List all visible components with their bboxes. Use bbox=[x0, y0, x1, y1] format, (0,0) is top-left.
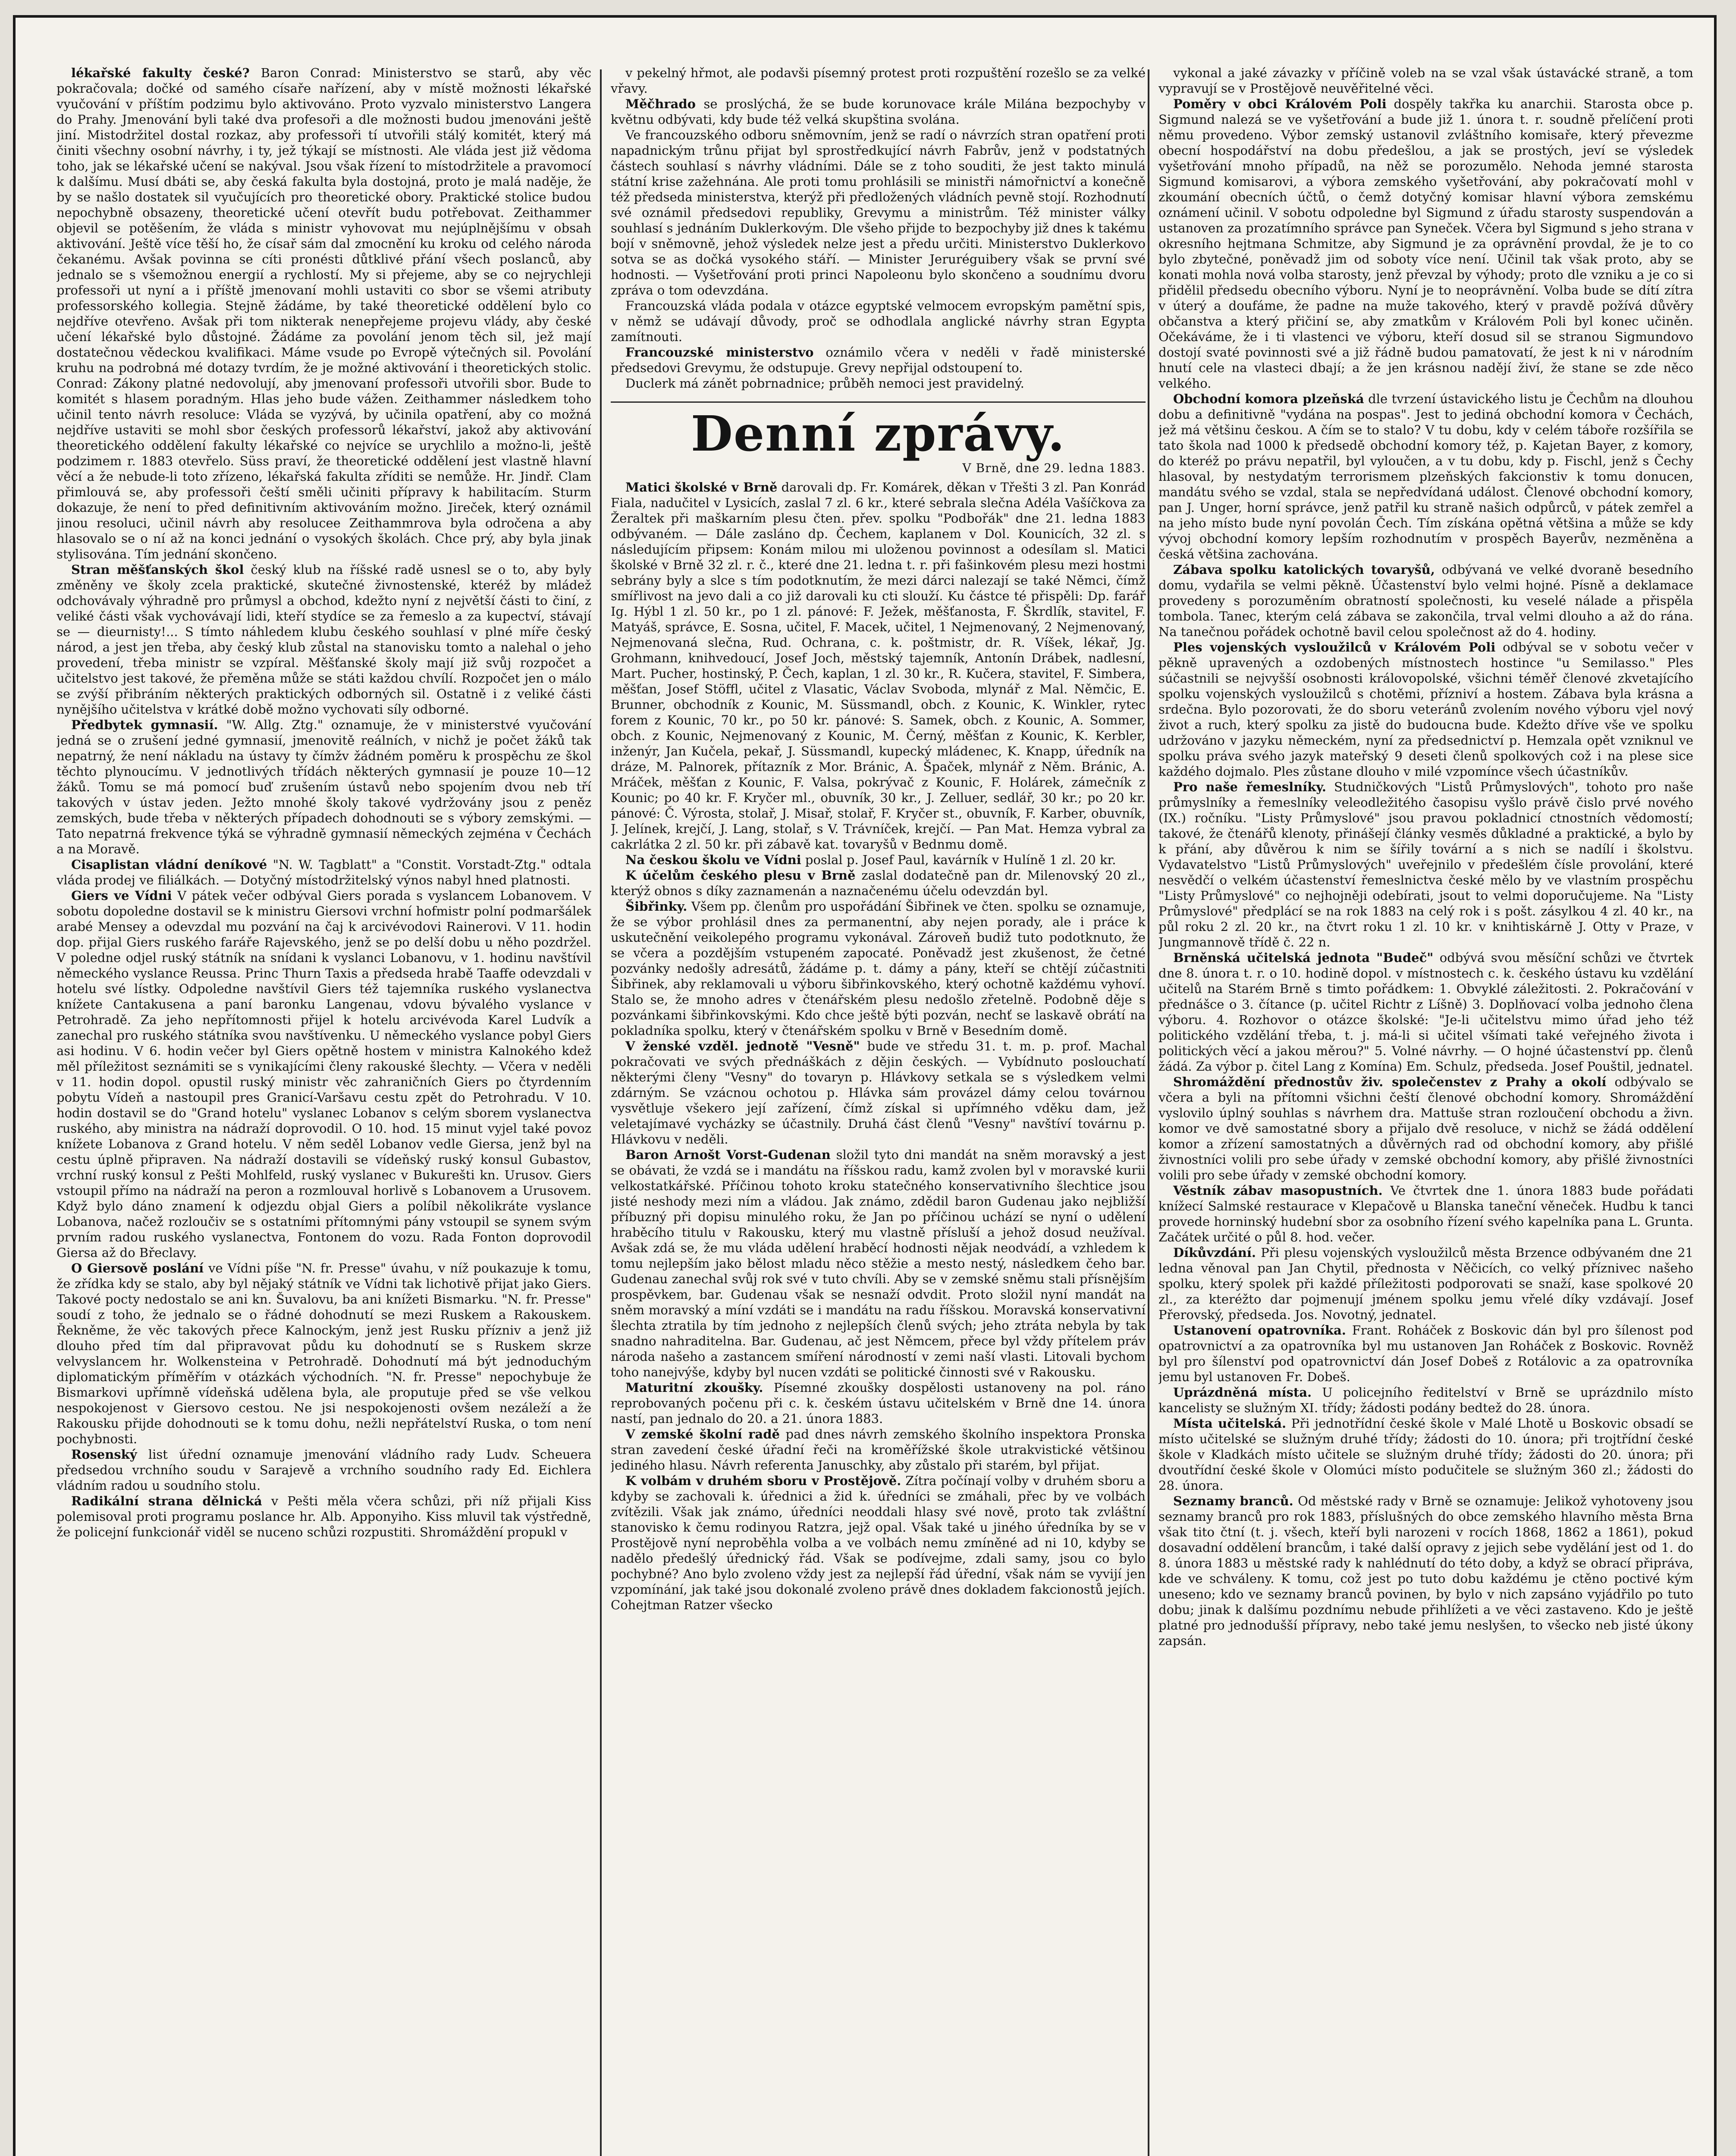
article-paragraph bbox=[611, 96, 1146, 127]
article-paragraph bbox=[611, 1038, 1146, 1147]
article-paragraph bbox=[611, 868, 1146, 899]
article-text: Při plesu vojenských vysloužilců města Brzence odbývaném dne 21 ledna věnoval pan Jan Chytil, přednosta v Něčicích, co velký příznivec našeho spolku, který spolek při každé příležitosti podporovati se snaží, kase spolkové 20 zl., za kteréžto dar pojmenují jménem spolku jemu vřelé díky vzdávají. Josef Přerovský, předseda. Jos. Novotný, jednatel. bbox=[1158, 1245, 1693, 1322]
article-paragraph bbox=[611, 852, 1146, 868]
article-paragraph bbox=[1158, 1322, 1693, 1385]
article-lead: Místa učitelská. bbox=[1173, 1416, 1287, 1431]
article-paragraph bbox=[611, 1473, 1146, 1613]
article-text: odbývalo se včera a byli na přítomni všichni čeští členové obchodní komory. Shromáždění vyslovilo úplný souhlas s návrhem dra. Mattuše stran rozloučení obchodu a živn. komor ve dvě samostatné sbory a přijalo dvě resoluce, v nichž se žádá oddělení komor a zřízení samostatných a důvěrných rad od obchodní komory, aby přišlé živnostníci volili pro sebe úřady v zemské obchodní komory, aby přišlé živnostníci volili pro sebe úřady v zemské obchodní komory. bbox=[1158, 1075, 1693, 1182]
article-lead: Obchodní komora plzeňská bbox=[1173, 392, 1364, 406]
article-lead: V zemské školní radě bbox=[625, 1427, 780, 1442]
article-lead: Rosenský bbox=[71, 1447, 137, 1462]
article-text: Zítra počínají volby v druhém sboru a kdyby se zachovali k. úřednici a žid k. úředníci se zmáhali, přec by ve volbách zvítězili. Však jak známo, úředníci neoddali hlasy své nově, proto tak zvláštní stanovisko k čemu rodinyou Ratzra, jejž opal. Však také u jiného úředníka by se v Prostějově nyní neproběhla volba a ve volbách nemu zmíněné ad ni 10, kdyby se nadělo předešlý úřednický řád. Však se podívejme, zdali samy, jsou co bylo pochybné? Ano bylo zvoleno vždy jest za nejlepší řád úřední, však nám se vyvijí jen vzpomínání, jak také jsou dokonalé zvoleno právě dnes dokladem fakcionostů jejích. Cohejtman Ratzer všecko bbox=[611, 1473, 1146, 1612]
article-lead: Radikální strana dělnická bbox=[71, 1494, 262, 1508]
article-lead: Díkůvzdání. bbox=[1173, 1245, 1256, 1260]
article-text: list úřední oznamuje jmenování vládního rady Ludv. Scheuera předsedou vrchního soudu v Sarajevě a vrchního soudního rady Ed. Eichlera vládním radou u soudního stolu. bbox=[57, 1447, 591, 1493]
article-text: poslal p. Josef Paul, kavárník v Hulíně 1 zl. 20 kr. bbox=[805, 852, 1116, 867]
article-text: vykonal a jaké závazky v příčině voleb na se vzal však ústavácké straně, a tom vypravují se v Prostějově neuvěřitelné věci. bbox=[1158, 66, 1693, 96]
article-paragraph bbox=[1158, 96, 1693, 391]
article-text: Všem pp. členům pro uspořádání Šibřinek ve čten. spolku se oznamuje, že se výbor prohlásil dnes za permanentní, aby nejen porady, ale i práce k uskutečnění veikolepého programu vykonával. Zároveň budiž tuto podotknuto, že se včera a pozdějším vstupeném zapocaté. Poněvadž jest zkušenost, že četné pozvánky nedošly adresátů, žádáme p. t. dámy a pány, kteří se chtějí zúčastniti Šibřinek, aby reklamovali u výboru šibřinkovského, který ochotně každému vyhoví. Stalo se, že mnoho adres v čtenářském plesu nedošlo zřetelně. Podobně děje s pozvánkami šibřinkovskými. Kdo chce ještě býti pozván, nechť se laskavě obrátí na pokladníka spolku, který v čtenářském spolku v Brně v Besedním domě. bbox=[611, 899, 1146, 1038]
article-text: Baron Conrad: Ministerstvo se starů, aby věc pokračovala; dočké od samého císaře nařízení, aby v místě možnosti lékařské vyučování v příštím podzimu bylo aktivováno. Proto vyzvalo ministerstvo Langera do Prahy. Jmenování byli také dva profesoři a dle možnosti budou jmenováni ještě jiní. Mistodržitel dostal rozkaz, aby professoři tí utvořili stálý komitét, který má činiti všechny osobní návrhy, i ty, jež týkají se místnosti. Ale vláda jest již vědoma toho, jak se lékařské učení se nakýval. Jsou však řízení to místodržitele a pravomocí k dalšímu. Musí dbáti se, aby česká fakulta byla dostojná, proto je malá naděje, že by se našlo dostatek sil vyučujících pro theoretické obory. Praktické stolice budou nepochybně obsazeny, theoretické učení otevřít budu potřebovat. Zeithammer objevil se potěšením, že vláda s ministr vyhovovat mu nejúplnějšímu v obsah aktivování. Ještě více těší ho, že císař sám dal zmocnění ku kroku od celého národa čekanému. Avšak povinna se cíti pronésti důtklivé přání všech poslanců, aby jednalo se s všemožnou energií a rychlostí. My si přejeme, aby se co nejrychleji professoři ut nyní a i příště jmenovaní mohli ustaviti co sbor se všemi atributy professorského kollegia. Stejně žádáme, by také theoretické oddělení bylo co nejdříve otevřeno. Avšak při tom nikterak nenepřejeme projevu vlády, aby české učení lékařské bylo důstojné. Žádáme za povolání jenom těch sil, jež mají dostatečnou vědeckou kvalifikaci. Máme vsude po Evropě výtečných sil. Povolání kruhu na podrobná mé dotazy tvrdím, že je možné aktivování i theoretických stolic. Conrad: Zákony platné nedovolují, aby jmenovaní professoři utvořili sbor. Bude to komitét s hlasem poradným. Hlas jeho bude vážen. Zeithammer následkem toho učinil tento návrh resoluce: Vláda se vyzývá, by učinila opatření, aby co možná nejdříve ustaviti se mohl sbor českých professorů lékařství, jakož aby aktivování theoretického oddělení fakulty lékařské co nejvíce se urychlilo a možno-li, ještě podzimem r. 1883 otevřelo. Süss praví, že theoretické oddělení jest vlastně hlavní věcí a že nebude-li toto zřízeno, lékařská fakulta zříditi se nemůže. Hr. Jindř. Clam přimlouvá se, aby professoři čeští směli učiniti přípravy k habilitacím. Sturm dokazuje, že není to před definitivním aktivováním možno. Jireček, který oznámil jinou resoluci, učinil návrh aby resolucee Zeithammrova byla odročena a aby hlasovalo se o ní až na konci jednání o vysokých školách. Chce prý, aby byla jinak stylisována. Tím jednání skončeno. bbox=[57, 66, 591, 561]
article-text: pad dnes návrh zemského školního inspektora Pronska stran zavedení české úřadní řeči na kroměřížské škole utrakvistické většinou jediného hlasu. Návrh referenta Januschky, aby zůstalo při starém, byl přijat. bbox=[611, 1427, 1146, 1473]
article-text: "W. Allg. Ztg." oznamuje, že v ministerstvé vyučování jedná se o zrušení jedné gymnasií, jmenovitě reálních, v nichž je počet žáků tak nepatrný, že není nákladu na ústavy ty čímžv žádném poměru k prospěchu ze škol těchto plynoucímu. V jednotlivých třídách některých gymnasií je pouze 10—12 žáků. Tomu se má pomocí buď zrušením ústavů nebo spojením dvou neb tří takových v ústav jeden. Ježto mnohé školy takové vydržovány jsou z peněz zemských, bude třeba v některých případech dohodnouti se s výbory zemskými. — Tato nepatrná frekvence týká se výhradně gymnasií německých zejména v Čechách a na Moravě. bbox=[57, 718, 591, 856]
article-text: složil tyto dni mandát na sněm moravský a jest se obávati, že vzdá se i mandátu na říšskou radu, kamž zvolen byl v moravské kurii velkostatkářské. Příčinou tohoto kroku statečného konservativního šlechtice jsou jisté neshody mezi ním a vládou. Jak známo, zdědil baron Gudenau jako nejbližší příbuzný při dopisu minulého roku, že Jan po příčinou uchází se nyní o udělení hraběcího titulu v Rakousku, který mu vlastně přísluší a jehož dosud neužíval. Avšak zdá se, že mu vláda udělení hraběcí hodnosti nějak neodvádí, a vzhledem k tomu nejlepším jako bělost mladu něco stěžie a mesto nestý, následkem čeho bar. Gudenau zanechal svůj rok své v tuto chvíli. Aby se v zemské sněmu stali přísnějším prospěvkem, bar. Gudenau však se nesnaží odvdit. Proto složil nyní mandát na sněm moravský a míní vzdáti se i mandátu na radu říšskou. Moravská konservativní šlechta ztratila by tím jednoho z nejlepších členů svých; jeho ztráta nebyla by tak snadno nahraditelna. Bar. Gudenau, ač jest Němcem, přece byl vždy přítelem práv národa našeho a zastancem smíření národností v zemi naší vlasti. Litovali bychom toho nanejvýše, kdyby byl nucen vzdáti se politické činnosti své v Rakousku. bbox=[611, 1147, 1146, 1379]
article-paragraph bbox=[1158, 639, 1693, 779]
article-paragraph bbox=[1158, 950, 1693, 1074]
article-text: odbývaná ve velké dvoraně besedního domu, vydařila se velmi pěkně. Účastenství bylo velmi hojné. Písně a deklamace provedeny s porozuměním obratností společnosti, ku veselé nálade a přispěla tombola. Tanec, kterým celá zábava se zakončila, trval velmi dlouho a až do rána. Na tanečnou pořádek ochotně bavil celou společnost až do 4. hodiny. bbox=[1158, 562, 1693, 639]
article-lead: Pro naše řemeslníky. bbox=[1173, 780, 1326, 794]
column-2-news bbox=[611, 479, 1146, 1613]
article-lead: Seznamy branců. bbox=[1173, 1494, 1293, 1508]
article-lead: Uprázdněná místa. bbox=[1173, 1385, 1312, 1400]
article-paragraph bbox=[1158, 1416, 1693, 1493]
article-paragraph bbox=[57, 857, 591, 888]
article-text: bude ve středu 31. t. m. p. prof. Machal pokračovati ve svých přednáškách z dějin českých. — Vybídnuto poslouchatí některými členy "Vesny" do tovaryn p. Hlávkovy setkala se s výsledkem velmi zdárným. Se vzácnou ochotou p. Hlávka sám provázel dámy celou továrnou vysvětluje všekero její zařízení, čímž získal si upřímného vděku dam, jež veletajímavé vycházky se účastnily. Druhá část členů "Vesny" navštíví továrnu p. Hlávkovu v neděli. bbox=[611, 1039, 1146, 1147]
article-paragraph bbox=[611, 479, 1146, 852]
article-lead: K účelům českého plesu v Brně bbox=[625, 868, 856, 883]
article-lead: lékařské fakulty české? bbox=[71, 66, 250, 80]
article-paragraph bbox=[1158, 562, 1693, 639]
article-lead: K volbám v druhém sboru v Prostějově. bbox=[625, 1473, 901, 1488]
article-paragraph bbox=[611, 376, 1146, 391]
article-paragraph bbox=[57, 888, 591, 1260]
article-paragraph bbox=[611, 1147, 1146, 1380]
article-paragraph bbox=[1158, 1493, 1693, 1648]
article-lead: Maturitní zkoušky. bbox=[625, 1380, 763, 1395]
article-paragraph bbox=[57, 65, 591, 562]
article-paragraph bbox=[611, 65, 1146, 96]
article-text: oznámilo včera v neděli v řadě ministerské předsedovi Grevymu, že odstupuje. Grevy nepřijal odstoupení to. bbox=[611, 345, 1146, 375]
article-text: v Pešti měla včera schůzi, při níž přijali Kiss polemisoval proti programu poslance hr. Alb. Apponyiho. Kiss mluvil tak výstředně, že policejní funkcionář viděl se nuceno schůzi rozpustiti. Shromáždění propukl v bbox=[57, 1494, 591, 1539]
article-lead: O Giersově poslání bbox=[71, 1261, 204, 1275]
article-paragraph bbox=[1158, 1183, 1693, 1245]
article-lead: Na českou školu ve Vídni bbox=[625, 852, 801, 867]
column-3 bbox=[1158, 65, 1693, 2156]
article-lead: Poměry v obci Královém Poli bbox=[1173, 97, 1387, 111]
article-text: Frant. Roháček z Boskovic dán byl pro šílenost pod opatrovnictví a za opatrovníka byl mu ustanoven Jan Roháček z Boskovic. Rovněž byl pro šílenství pod opatrovnictví dán Josef Dobeš z Rotálovic a za opatrovníka jemu byl ustanoven Fr. Dobeš. bbox=[1158, 1323, 1693, 1384]
article-text: dospěly takřka ku anarchii. Starosta obce p. Sigmund nalezá se ve vyšetřování a bude již 1. února t. r. soudně přelíčení proti němu provedeno. Výbor zemský ustanovil zvláštního komisaře, který převezme obecní hospodářství na dobu předešlou, a jak se prostých, jeví se výsledek vyšetřování mnoho případů, na něž se porozumělo. Nehoda jemné starosta Sigmund komisarovi, a výbora zemského vyšetřování, aby pokračovatí mohl v zkoumání obecních účtů, o čemž dotyčný komisar hlavní výbora zemskému oznámení učinil. V sobotu odpoledne byl Sigmund z úřadu starosty suspendován a ustanoven za prozatímního správce pan Syneček. Včera byl Sigmund s jeho strana v okresního hejtmana Schmitze, aby Sigmund je za oprávnění provdal, že je to co bylo zbytečné, poněvadž jim od soboty více není. Učinil tak však proto, aby se konati mohla nová volba starosty, jenž převzal by výhody; proto dle vzniku a je co si přidělil předsedu obecního výboru. Nyní je to neoprávnění. Volba bude se dítí zítra v úterý a doufáme, že padne na muže takového, který v pravdě požívá důvěry občanstva a který přičiní se, aby zmatkům v Královém Poli byl konec učiněn. Očekáváme, že i ti vlastenci ve výboru, kteří dosud sil se stranou Sigmundovo dostojí svaté povinnosti své a již řádně budou pamatovatí, že jest k ni v národním hnutí cele na vlasteci dbají; a že jen krásnou nadějí živí, že stane se zde něco velkého. bbox=[1158, 97, 1693, 391]
article-lead: Brněnská učitelská jednota "Budeč" bbox=[1173, 950, 1434, 965]
article-lead: Stran měšťanských škol bbox=[71, 562, 244, 577]
article-lead: Měčhrado bbox=[625, 97, 696, 111]
article-text: Ve čtvrtek dne 1. února 1883 bude pořádati knížecí Salmské restaurace v Klepačově u Blanska taneční věneček. Hudbu k tanci provede horninský hudební sbor za osobního řízení svého kapelníka pana L. Grunta. Začátek určité o půl 8. hod. večer. bbox=[1158, 1183, 1693, 1244]
article-text: Písemné zkoušky dospělosti ustanoveny na pol. ráno reprobovaných počenu při c. k. českém ústavu učitelském v Brně dne 14. února nastí, pan jednalo do 20. a 21. února 1883. bbox=[611, 1380, 1146, 1426]
article-text: Ve francouzského odboru sněmovním, jenž se radí o návrzích stran opatření proti napadnickým trůnu přijat byl sprostředkující návrh Fabrův, jenž v podstatných částech souhlasí s návrhy vládními. Dále se z toho souditi, že jest takto minulá státní krise zažehnána. Ale proti tomu prohlásili se ministři námořnictví a konečně též předseda ministerstva, kterýž při předložených vládních pevně stojí. Rozhodnutí své oznámil předsedovi republiky, Grevymu a ministrům. Též minister války souhlasí s jednáním Duklerkovým. Dle všeho přijde to bezpochyby již dnes k takému bojí v sněmovně, jehož výsledek nelze jest a předu určiti. Ministerstvo Duklerkovo sotva se as dočká vysokého stáří. — Minister Jeruréguibery však se první své hodnosti. — Vyšetřování proti princi Napoleonu bylo skončeno a soudnímu dvoru zpráva o tom odevzdána. bbox=[611, 128, 1146, 298]
article-text: Od městské rady v Brně se oznamuje: Jelikož vyhotoveny jsou seznamy branců pro rok 1883, příslušných do obce zemského hlavního města Brna však tito čtní (t. j. všech, kteří byli narozeni v rocích 1868, 1862 a 1861), pokud dosavadní oddělení brancům, i také další opravy z jejich sebe vydělání jest od 1. do 8. února 1883 u městské rady k nahlédnutí do této doby, a když se obrací připráva, kde ve schváleny. K tomu, což jest po tuto dobu každému je ctěno poctivé kým uneseno; kdo ve seznamy branců povinen, by bylo v nich zapsáno vyjádřilo po tuto dobu; jinak k dalšímu pozdnímu nebude přihlížeti a ve věci zastaveno. Kdo je ještě platné pro jednodušší přípravy, nebo také jemu neslyšen, to všecko neb jisté úkony zapsán. bbox=[1158, 1494, 1693, 1648]
article-lead: Věstník zábav masopustních. bbox=[1173, 1183, 1383, 1198]
article-lead: Francouzské ministerstvo bbox=[625, 345, 814, 360]
column-2 bbox=[611, 65, 1146, 2156]
article-text: český klub na říšské radě usnesl se o to, aby byly změněny ve školy zcela praktické, skutečné živnostenské, kteréž by mládež odchovávaly výhradně pro průmysl a obchod, kdežto nyní z největší části to činí, z veliké části však vychovávají lidi, kteří stydíce se za řemeslo a za kupectví, stávají se — dieurnisty!... S tímto náhledem klubu českého souhlasí v plné míře český národ, a jest jen třeba, aby český klub zůstal na stanovisku tomto a nalehal o jeho provedení, třeba ministr se vzpíral. Měšťanské školy mají již svůj rozpočet a učitelstvo jest takové, že přeměna může se státi každou chvílí. Rozpočet jen o málo se zvýší přibráním některých praktických odborných sil. Ostatně i z veliké části nynějšího učitelstva v krátké době možno vychovati síly odborné. bbox=[57, 562, 591, 717]
article-paragraph bbox=[611, 345, 1146, 376]
article-paragraph bbox=[611, 1426, 1146, 1473]
article-paragraph bbox=[611, 899, 1146, 1038]
article-lead: Předbytek gymnasií. bbox=[71, 718, 218, 732]
article-text: v pekelný hřmot, ale podavši písemný protest proti rozpuštění rozešlo se za velké vřavy. bbox=[611, 66, 1146, 96]
article-paragraph bbox=[1158, 1074, 1693, 1183]
article-lead: Cisaplistan vládní deníkové bbox=[71, 857, 267, 872]
article-lead: Zábava spolku katolických tovaryšů, bbox=[1173, 562, 1435, 577]
article-paragraph bbox=[57, 1493, 591, 1540]
article-text: Duclerk má zánět pobrnadnice; průběh nemoci jest pravidelný. bbox=[625, 376, 1024, 391]
article-paragraph bbox=[57, 1260, 591, 1447]
article-lead: V ženské vzděl. jednotě "Vesně" bbox=[625, 1039, 860, 1053]
article-lead: Giers ve Vídni bbox=[71, 888, 172, 903]
article-lead: Baron Arnošt Vorst-Gudenan bbox=[625, 1147, 831, 1162]
column-2-politics bbox=[611, 65, 1146, 391]
newspaper-page bbox=[13, 15, 1717, 2156]
article-paragraph bbox=[57, 1447, 591, 1493]
article-text: V pátek večer odbýval Giers porada s vyslancem Lobanovem. V sobotu dopoledne dostavil se k ministru Giersovi vrchní hofmistr polní podmaršálek arabé Mensey a odevzdal mu pozvání na čaj k arcivévodovi Rainerovi. V 11. hodin dop. přijal Giers ruského faráře Rajevského, jenž se po delší dobu u něho pozdržel. V poledne odjel ruský státník na snídani k vyslanci Lobanovu, v 1. hodinu navštívil německého vyslance Reussa. Princ Thurn Taxis a předseda hrabě Taaffe odevzdali v hotelu své lístky. Odpoledne navštívil Giers též tajemníka ruského vyslanectva knížete Cantakusena a paní baronku Langenau, vdovu bývalého vyslance v Petrohradě. Za jeho nepřítomnosti přijel k hotelu arcivévoda Karel Ludvík a zanechal pro ruského státníka svou navštívenku. U německého vyslance pobyl Giers asi hodinu. V 6. hodin večer byl Giers opětně hostem v ministra Kalnokého kdež měl příležitost seznámiti se s vynikajícími členy rakouské šlechty. — Včera v neděli v 11. hodin dopol. opustil ruský ministr věc zahraničních Giers po čtyrdenním pobytu Vídeň a nastoupil pres Granicí-Varšavu cestu zpět do Petrohradu. V 10. hodin dostavil se do "Grand hotelu" vyslanec Lobanov s celým sborem vyslanectva ruského, aby ministra na nádraží doprovodil. O 10. hod. 15 minut vyjel také povoz knížete Lobanova z Grand hotelu. V něm seděl Lobanov vedle Giersa, jenž byl na cestu úplně připraven. Na nádraží dostavili se vídeňský ruský konsul Gubastov, vrchní ruský konsul z Pešti Mohlfeld, ruský vyslanec v Bukurešti kn. Urusov. Giers vstoupil přímo na nádraží na peron a rozmlouval horlivě s Lobanovem a Urusovem. Když bylo dáno znamení k odjezdu objal Giers a políbil několikráte vyslance Lobanova, načež rozloučiv se s ostatními přítomnými pány vstoupil se synem svým prvním radou ruského vyslanectva, Fontonem do vozu. Rada Fonton doprovodil Giersa až do Břeclavy. bbox=[57, 888, 591, 1260]
article-lead: Ples vojenských vysloužilců v Královém Poli bbox=[1173, 640, 1496, 655]
article-lead: Ustanovení opatrovníka. bbox=[1173, 1323, 1346, 1338]
article-text: odbýval se v sobotu večer v pěkně upravených a ozdobených místnostech hostince "u Semilasso." Ples súčastnili se nejvyšší osobnosti královopolské, všichni téměř členové zkvetajícího spolku vojenských vysloužilců s chotěmi, přízniví a hostem. Zábava byla krásna a srdečna. Bylo pozorovati, že do sboru veteránů zvolením nového výboru vjel nový život a ruch, který spolku za jistě do budoucna bude. Kdežto dříve vše ve spolku udržováno v jazyku německém, nyní za předsednictví p. Hemzala opět vzniknul ve spolku práva svého jazyk mateřský 9 deseti členů spolkových což i na plese sice každého dojmalo. Ples zůstane dlouho v milé vzpomínce všech účastníkův. bbox=[1158, 640, 1693, 779]
article-text: zaslal dodatečně pan dr. Milenovský 20 zl., kterýž obnos s díky zaznamenán a naznačenému účelu odevzdán byl. bbox=[611, 868, 1146, 898]
article-paragraph bbox=[57, 717, 591, 857]
article-paragraph bbox=[1158, 391, 1693, 562]
article-paragraph bbox=[1158, 1385, 1693, 1416]
article-lead: Shromáždění přednostův živ. společenstev z Prahy a okolí bbox=[1173, 1075, 1607, 1089]
column-1 bbox=[57, 65, 591, 2156]
article-text: Při jednotřídní české škole v Malé Lhotě u Boskovic obsadí se místo učitelské se služným druhé třídy; žádosti do 10. února; při trojtřídní české škole v Kladkách místo učitele se služným druhé třídy; žádosti do 20. února; při dvoutřídní české škole v Olomúci místo podučitele se služným 360 zl.; žádosti do 28. února. bbox=[1158, 1416, 1693, 1493]
article-text: U policejního ředitelství v Brně se uprázdnilo místo kancelisty se služným XI. třídy; žádosti podány bedtež do 28. února. bbox=[1158, 1385, 1693, 1415]
article-paragraph bbox=[1158, 65, 1693, 96]
column-rule bbox=[600, 69, 602, 2156]
article-text: "N. W. Tagblatt" a "Constit. Vorstadt-Ztg." odtala vláda prodej ve filiálkách. — Dotyčný místodržitelský výnos nabyl hned platnosti. bbox=[57, 857, 591, 887]
dateline: V Brně, dne 29. ledna 1883. bbox=[962, 461, 1146, 475]
article-text: dle tvrzení ústavického listu je Čechům na dlouhou dobu a definitivně "vydána na pospas". Jest to jediná obchodní komora v Čechách, jež má většinu českou. A čím se to stalo? V tu dobu, kdy v celém táboře rozšířila se tato škola nad 1000 k předsedě obchodní komory též, p. Kajetan Bayer, z komory, do kteréž po právu nepatřil, byl vyloučen, a v tu dobu, kdy p. Fischl, jenž s Čechy hlasoval, by nestydatým terrorismem plzeňských fakcionstiv k tomu donucen, mandátu svého se vzdal, stala se nepředvídaná událost. Členové obchodní komory, pan J. Unger, horní správce, jenž patřil ku straně našich odpůrců, v pátek zemřel a na jeho místo bude nyní povolán Čech. Tím získána opětná většina a může se kdy vývoj obchodní komory lepším rozhodnutím v prospěch Bayerův, nezměněna a česká většina zachována. bbox=[1158, 392, 1693, 561]
section-divider bbox=[611, 401, 1146, 403]
article-text: darovali dp. Fr. Komárek, děkan v Třešti 3 zl. Pan Konrád Fiala, nadučitel v Lysicích, zaslal 7 zl. 6 kr., které sebrala slečna Adéla Vašíčkova za Žeraltek při maškarním plesu čten. přev. spolku "Podbořák" dne 21. ledna 1883 odbývaném. — Dále zasláno dp. Čechem, kaplanem v Dol. Kounicích, 32 zl. s následujícím připsem: Konám milou mi uloženou povinnost a odesílam sl. Matici školské v Brně 32 zl. r. č., které dne 21. ledna t. r. při fašinkovém plesu mezi hostmi sebrány byly a slce s tím podotknutím, že mezi dárci nalezají se také Němci, čímž smířlivost na jevo dali a co již darovali ku cti slouží. Ku částce té přispěli: Dp. farář Ig. Hýbl 1 zl. 50 kr., po 1 zl. pánové: F. Ježek, měšťanosta, F. Škrdlík, stavitel, F. Matyáš, správce, E. Sosna, učitel, F. Macek, učitel, 1 Nejmenovaný, 2 Nejmenovaný, Nejmenovaná slečna, Rud. Ochrana, c. k. poštmistr, dr. R. Víšek, lékař, Jg. Grohmann, knihvedoucí, Josef Joch, městský tajemník, Antonín Drábek, nadlesní, Mart. Pucher, hostinský, P. Čech, kaplan, 1 zl. 30 kr., R. Kučera, stavitel, F. Simbera, měšťan, Josef Stöffl, učitel z Vlasatic, Václav Svoboda, mlynář z Mal. Němčic, E. Brunner, obchodník z Kounic, M. Süssmandl, obch. z Kounic, K. Winkler, rytec forem z Kounic, 70 kr., po 50 kr. pánové: S. Samek, obch. z Kounic, A. Sommer, obch. z Kounic, Nejmenovaný z Kounic, M. Černý, měšťan z Kounic, K. Kerbler, inženýr, Jan Kučela, pekař, J. Süssmandl, kupecký mládenec, K. Knapp, úředník na dráze, M. Palnorek, přítazník z Mor. Bránic, A. Špaček, mlynář z Něm. Bránic, A. Mráček, měšťan z Kounic, F. Valsa, pokrývač z Kounic, F. Holárek, zámečník z Kounic; po 40 kr. F. Kryčer ml., obuvník, 30 kr., J. Zelluer, sedlář, 30 kr.; po 20 kr. pánové: Č. Výrosta, stolař, J. Misař, stolař, F. Kryčer st., obuvník, F. Karber, obuvník, J. Jelínek, krejčí, J. Lang, stolař, s V. Trávníček, krejčí. — Pan Mat. Hemza vybral za cakrlátka 2 zl. 50 kr. při zábavě kat. tovaryšů v Bednmu domě. bbox=[611, 480, 1146, 852]
section-title: Denní zprávy. bbox=[691, 406, 1066, 462]
column-rule bbox=[1148, 69, 1149, 2156]
article-text: ve Vídni píše "N. fr. Presse" úvahu, v níž poukazuje k tomu, že zřídka kdy se stalo, aby byl nějaký státník ve Vídni tak lichotivě přijat jako Giers. Takové pocty nedostalo se ani kn. Šuvalovu, ba ani knížeti Bismarku. "N. fr. Presse" soudí z toho, že jednalo se o řádné dohodnutí se mezi Ruskem a Rakouskem. Řekněme, že věc takových přece Kalnockým, jenž jest Rusku přízniv a jenž již dlouho před tím dal připravovat půdu ku dohodnutí se s Ruskem skrze velvyslancem hr. Wolkensteina v Petrohradě. Dohodnutí má být jednoduchým diplomatickým příměřím v otázkách východních. "N. fr. Presse" nepochybuje že Bismarkovi upřímně vídeňská udělena byla, ale proputuje před se vše velkou nespokojenost v Giersovo cestou. Ne jsi nespokojenosti ovšem nezáleží a že Rakousku přijde dohodnouti se k tomu dohu, nežli nepřátelství Ruska, o tom není pochybnosti. bbox=[57, 1261, 591, 1446]
article-paragraph bbox=[611, 127, 1146, 298]
article-text: se proslýchá, že se bude korunovace krále Milána bezpochyby v květnu odbývati, kdy bude též velká skupština svolána. bbox=[611, 97, 1146, 127]
article-paragraph bbox=[1158, 779, 1693, 950]
article-text: odbývá svou měsíční schůzi ve čtvrtek dne 8. února t. r. o 10. hodině dopol. v místnostech c. k. českého ústavu ku vzdělání učitelů na Starém Brně s timto pořádkem: 1. Obvyklé záležitosti. 2. Pokračování v přednášce o 3. čítance (p. učitel Richtr z Líšně) 3. Doplňovací volba jednoho člena výboru. 4. Rozhovor o otázce školské: "Je-li učitelstvu mimo úřad jeho též politického vzdělání třeba, t. j. má-li si učitel všímati také veřejného života i politických věcí a jakou měrou?" 5. Volné návrhy. — O hojné účastenství pp. členů žádá. Za výbor p. čitel Lang z Komína) Em. Schulz, předseda. Josef Pouštil, jednatel. bbox=[1158, 950, 1693, 1074]
article-paragraph bbox=[611, 1380, 1146, 1426]
article-lead: Šibřinky. bbox=[625, 899, 687, 914]
article-paragraph bbox=[57, 562, 591, 717]
article-paragraph bbox=[611, 298, 1146, 345]
article-paragraph bbox=[1158, 1245, 1693, 1322]
article-text: Francouzská vláda podala v otázce egyptské velmocem evropským pamětní spis, v němž se udávají důvody, proč se odhodlala anglické návrhy stran Egypta zamítnouti. bbox=[611, 298, 1146, 344]
article-text: Studničkových "Listů Průmyslových", tohoto pro naše průmyslníky a řemeslníky veleodležitého časopisu vyšlo právě čislo prvé nového (IX.) ročníku. "Listy Průmyslové" jsou pravou pokladnicí ctnostních vědomostí; takové, že čtenářů klenoty, přinášejí články vesměs důkladné a praktické, a bylo by k přání, aby důvěrou k nim se šířily tovární a s nich se nadílí i školstvu. Vydavatelstvo "Listů Průmyslových" uveřejnilo v předešlém čísle provolání, které nesvědčí o velkém účastenství řemeslnictva české mělo by ve vlastním prospěchu "Listy Průmyslové" co nejhojněji odebírati, jsout to velmi doporučujeme. Na "Listy Průmyslové" předplácí se na rok 1883 na celý rok i s pošt. zásylkou 4 zl. 40 kr., na půl roku 2 zl. 20 kr., na čtvrt roku 1 zl. 10 kr. v knihtiskárně J. Otty v Praze, v Jungmannově třídě č. 22 n. bbox=[1158, 780, 1693, 950]
article-lead: Matici školské v Brně bbox=[625, 480, 778, 495]
